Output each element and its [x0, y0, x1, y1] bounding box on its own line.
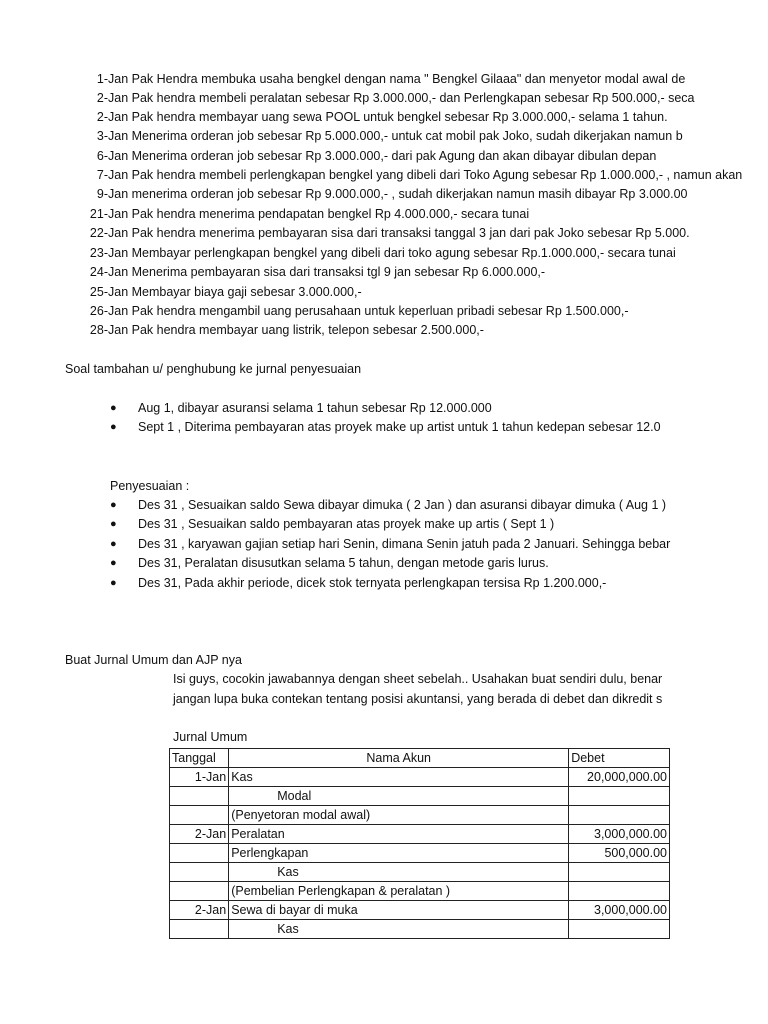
cell-tanggal — [170, 806, 229, 825]
cell-debet: 500,000.00 — [569, 844, 670, 863]
transaction-text: Jan Pak hendra membeli peralatan sebesar Rp 3.000.000,- dan Perlengkapan sebesar Rp 500.000,- seca — [108, 91, 695, 105]
cell-tanggal: 1-Jan — [170, 768, 229, 787]
transaction-date: 1- — [96, 72, 108, 86]
bullet-icon: ● — [110, 577, 117, 589]
cell-akun: Sewa di bayar di muka — [229, 901, 569, 920]
cell-akun: Kas — [229, 768, 569, 787]
table-row — [170, 825, 670, 844]
transaction-date: 22- — [89, 226, 108, 240]
transaction-line — [0, 166, 742, 185]
transaction-line — [0, 127, 683, 146]
transaction-line — [0, 244, 676, 263]
cell-debet: 3,000,000.00 — [569, 901, 670, 920]
penyesuaian-item: Des 31, Pada akhir periode, dicek stok ternyata perlengkapan tersisa Rp 1.200.000,- — [138, 576, 607, 590]
cell-debet: 3,000,000.00 — [569, 825, 670, 844]
transaction-line — [0, 89, 695, 108]
table-row — [170, 787, 670, 806]
transaction-text: Jan Pak hendra menerima pendapatan bengkel Rp 4.000.000,- secara tunai — [108, 207, 530, 221]
bullet-icon: ● — [110, 421, 117, 433]
table-row — [170, 844, 670, 863]
transaction-date: 25- — [89, 285, 108, 299]
cell-tanggal — [170, 920, 229, 939]
transaction-date: 23- — [89, 246, 108, 260]
transaction-date: 28- — [89, 323, 108, 337]
transaction-text: Jan Pak hendra membeli perlengkapan bengkel yang dibeli dari Toko Agung sebesar Rp 1.000.000,- , namun akan — [108, 168, 743, 182]
journal-table — [169, 748, 670, 939]
transaction-text: Jan Pak hendra menerima pembayaran sisa dari transaksi tanggal 3 jan dari pak Joko sebesar Rp 5.000. — [108, 226, 690, 240]
cell-akun: (Pembelian Perlengkapan & peralatan ) — [229, 882, 569, 901]
cell-tanggal: 2-Jan — [170, 901, 229, 920]
table-row — [170, 806, 670, 825]
transaction-text: Jan Pak hendra membayar uang sewa POOL untuk bengkel sebesar Rp 3.000.000,- selama 1 tahun. — [108, 110, 668, 124]
transaction-date: 26- — [89, 304, 108, 318]
journal-title: Jurnal Umum — [173, 730, 248, 744]
transaction-date: 3- — [96, 129, 108, 143]
bullet-icon: ● — [110, 402, 117, 414]
soal-tambahan-item: Aug 1, dibayar asuransi selama 1 tahun sebesar Rp 12.000.000 — [138, 401, 492, 415]
soal-tambahan-heading: Soal tambahan u/ penghubung ke jurnal penyesuaian — [65, 362, 362, 376]
transaction-text: Jan Membayar perlengkapan bengkel yang dibeli dari toko agung sebesar Rp.1.000.000,- secara tunai — [108, 246, 676, 260]
transaction-date: 6- — [96, 149, 108, 163]
transaction-line — [0, 321, 484, 340]
cell-debet — [569, 882, 670, 901]
transaction-text: Jan Menerima orderan job sebesar Rp 5.000.000,- untuk cat mobil pak Joko, sudah dikerjakan namun b — [108, 129, 683, 143]
penyesuaian-heading: Penyesuaian : — [110, 479, 190, 493]
table-row — [170, 768, 670, 787]
bullet-icon: ● — [110, 499, 117, 511]
task-heading: Buat Jurnal Umum dan AJP nya — [65, 653, 242, 667]
transaction-line — [0, 147, 656, 166]
cell-akun: Peralatan — [229, 825, 569, 844]
table-row — [170, 882, 670, 901]
transaction-text: Jan Menerima pembayaran sisa dari transaksi tgl 9 jan sebesar Rp 6.000.000,- — [108, 265, 546, 279]
cell-debet — [569, 806, 670, 825]
transaction-line — [0, 263, 545, 282]
cell-tanggal — [170, 844, 229, 863]
transaction-text: Jan Pak Hendra membuka usaha bengkel dengan nama " Bengkel Gilaaa" dan menyetor modal awal de — [108, 72, 686, 86]
bullet-icon: ● — [110, 538, 117, 550]
cell-tanggal — [170, 863, 229, 882]
bullet-icon: ● — [110, 518, 117, 530]
transaction-line — [0, 283, 362, 302]
penyesuaian-item: Des 31 , karyawan gajian setiap hari Senin, dimana Senin jatuh pada 2 Januari. Sehingga bebar — [138, 537, 671, 551]
column-header-akun: Nama Akun — [229, 749, 569, 768]
transaction-text: Jan Membayar biaya gaji sebesar 3.000.000,- — [108, 285, 362, 299]
cell-tanggal — [170, 882, 229, 901]
transaction-date: 9- — [96, 187, 108, 201]
transaction-line — [0, 70, 685, 89]
task-note: Isi guys, cocokin jawabannya dengan sheet sebelah.. Usahakan buat sendiri dulu, benar — [173, 672, 663, 686]
transaction-text: Jan Pak hendra mengambil uang perusahaan untuk keperluan pribadi sebesar Rp 1.500.000,- — [108, 304, 629, 318]
penyesuaian-item: Des 31 , Sesuaikan saldo pembayaran atas proyek make up artis ( Sept 1 ) — [138, 517, 555, 531]
transaction-line — [0, 302, 629, 321]
transaction-date: 7- — [96, 168, 108, 182]
cell-akun: Modal — [229, 787, 569, 806]
transaction-line — [0, 108, 668, 127]
table-row — [170, 863, 670, 882]
transaction-date: 2- — [96, 91, 108, 105]
column-header-tanggal: Tanggal — [170, 749, 229, 768]
cell-debet: 20,000,000.00 — [569, 768, 670, 787]
table-row — [170, 920, 670, 939]
soal-tambahan-item: Sept 1 , Diterima pembayaran atas proyek make up artist untuk 1 tahun kedepan sebesar 12.0 — [138, 420, 661, 434]
column-header-debet: Debet — [569, 749, 670, 768]
cell-debet — [569, 920, 670, 939]
transaction-text: Jan Pak hendra membayar uang listrik, telepon sebesar 2.500.000,- — [108, 323, 484, 337]
penyesuaian-item: Des 31, Peralatan disusutkan selama 5 tahun, dengan metode garis lurus. — [138, 556, 549, 570]
transaction-line — [0, 205, 529, 224]
transaction-line — [0, 185, 688, 204]
transaction-date: 24- — [89, 265, 108, 279]
table-row — [170, 901, 670, 920]
table-header-row — [170, 749, 670, 768]
transaction-line — [0, 224, 690, 243]
transaction-text: Jan menerima orderan job sebesar Rp 9.000.000,- , sudah dikerjakan namun masih dibayar Rp 3.000.00 — [108, 187, 688, 201]
cell-akun: Kas — [229, 920, 569, 939]
cell-debet — [569, 787, 670, 806]
cell-akun: Kas — [229, 863, 569, 882]
cell-akun: (Penyetoran modal awal) — [229, 806, 569, 825]
cell-tanggal — [170, 787, 229, 806]
task-note: jangan lupa buka contekan tentang posisi akuntansi, yang berada di debet dan dikredit s — [173, 692, 663, 706]
cell-akun: Perlengkapan — [229, 844, 569, 863]
bullet-icon: ● — [110, 557, 117, 569]
transaction-date: 2- — [96, 110, 108, 124]
transaction-text: Jan Menerima orderan job sebesar Rp 3.000.000,- dari pak Agung dan akan dibayar dibulan depan — [108, 149, 657, 163]
cell-tanggal: 2-Jan — [170, 825, 229, 844]
penyesuaian-item: Des 31 , Sesuaikan saldo Sewa dibayar dimuka ( 2 Jan ) dan asuransi dibayar dimuka ( Aug 1 ) — [138, 498, 667, 512]
cell-debet — [569, 863, 670, 882]
transaction-date: 21- — [89, 207, 108, 221]
